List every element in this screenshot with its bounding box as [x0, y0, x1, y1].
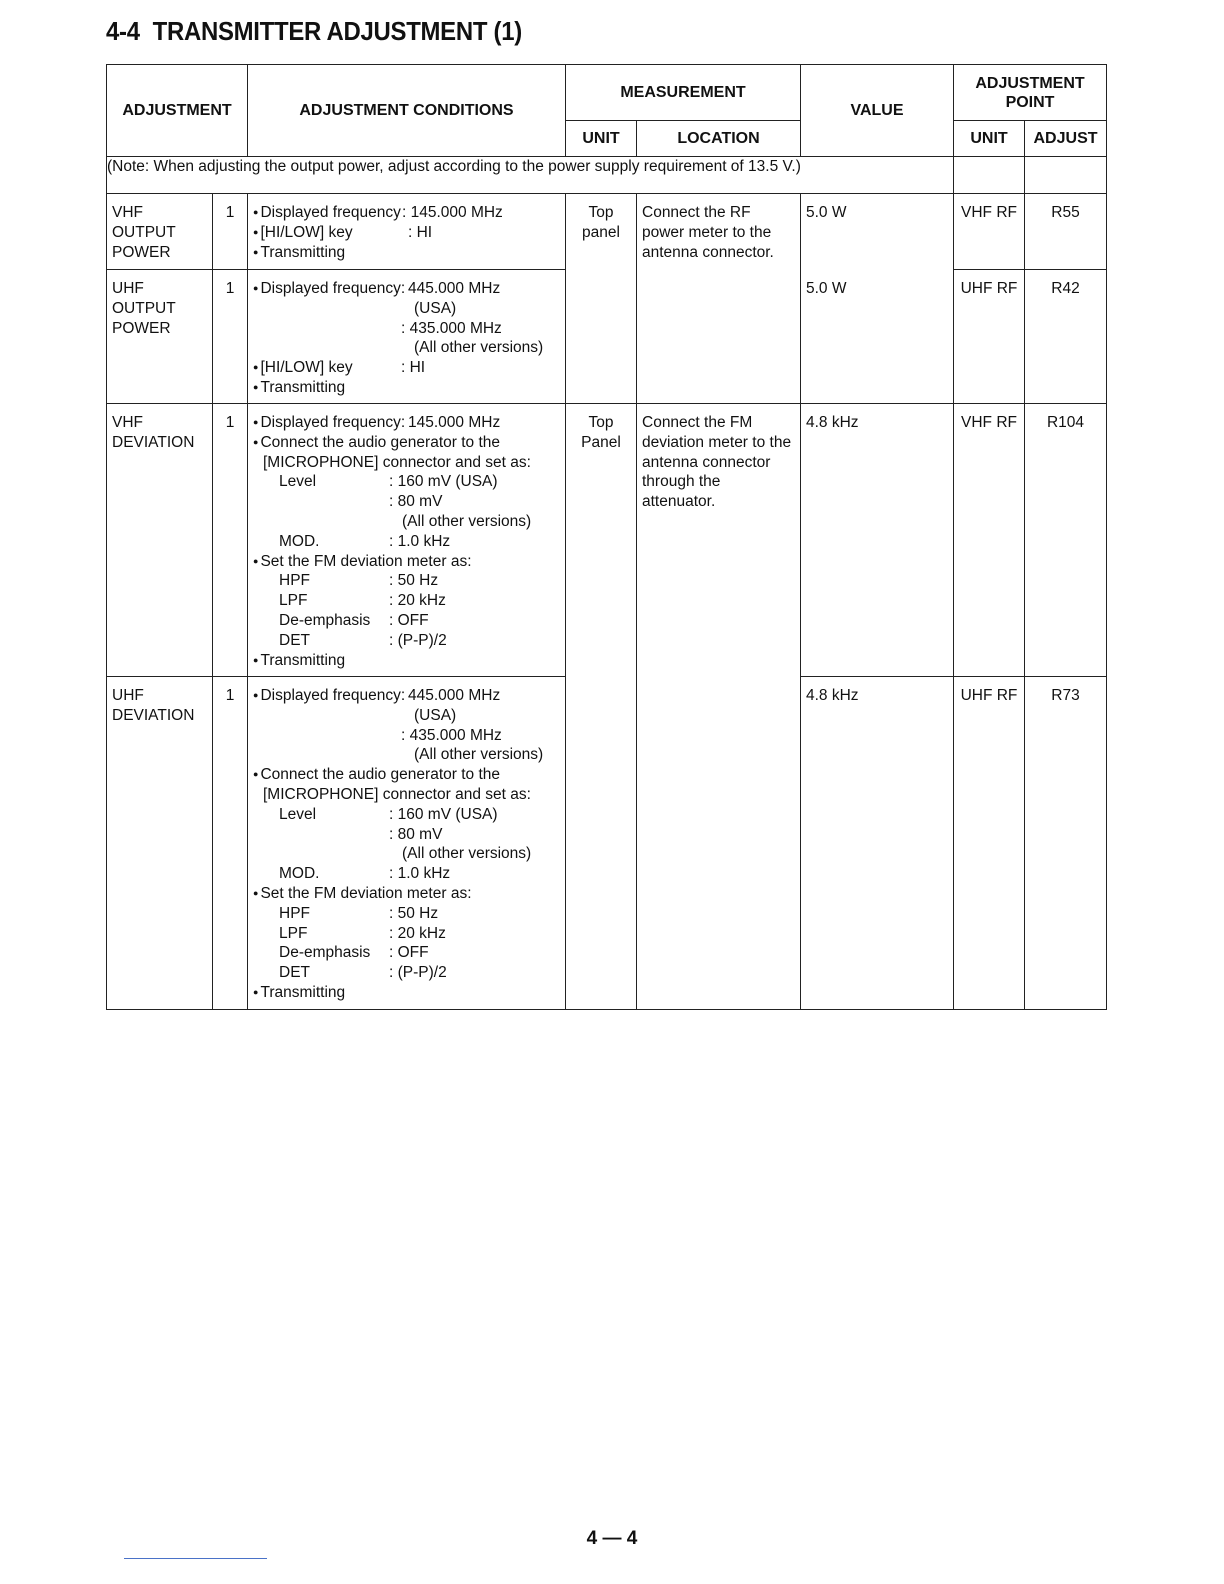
adjustment-table: [106, 64, 1107, 1010]
value: 5.0 W: [806, 279, 847, 297]
header-adjust: ADJUST: [1025, 121, 1107, 157]
header-value: VALUE: [801, 65, 954, 157]
adjustment-name: UHF DEVIATION: [112, 687, 195, 724]
footer-divider: [124, 1558, 267, 1559]
adjustment-conditions: ● Displayed frequency: 145.000 MHz ● Connect the audio generator to the [MICROPHONE] connector and set as: Level : 160 mV (USA) : 80 mV (All other versions) MOD. : 1.0 kHz ● Set the FM deviation meter as: HPF : 50 Hz LPF : 20 kHz De-emphasis : OFF DET : (P-P)/2 ● Transmitting: [248, 404, 565, 674]
value: 4.8 kHz: [806, 414, 859, 431]
header-conditions: ADJUSTMENT CONDITIONS: [248, 65, 566, 157]
note-empty-unit: [954, 157, 1025, 194]
adjustment-name: VHF OUTPUT POWER: [112, 204, 176, 261]
table-row: [107, 404, 1107, 677]
value: 4.8 kHz: [806, 687, 859, 704]
adjustment-point-unit: UHF RF: [960, 687, 1018, 704]
adjustment-conditions: ● Displayed frequency: 445.000 MHz (USA) : 435.000 MHz (All other versions) ● [HI/LOW] key : HI ● Transmitting: [248, 270, 565, 402]
adjustment-point-unit: VHF RF: [961, 414, 1017, 431]
page-title: [106, 16, 522, 47]
header-ap-unit: UNIT: [954, 121, 1025, 157]
header-location: LOCATION: [637, 121, 801, 157]
note-text: (Note: When adjusting the output power, adjust according to the power supply requirement of 13.5 V.): [107, 157, 954, 194]
header-adjustment: ADJUSTMENT: [107, 65, 248, 157]
value: 5.0 W: [806, 204, 847, 221]
adjustment-point-adjust: R55: [1051, 204, 1080, 221]
adjustment-point-adjust: R104: [1046, 414, 1085, 431]
measurement-location: Connect the FM deviation meter to the antenna connector through the attenuator.: [642, 414, 792, 511]
table-row: [107, 194, 1107, 270]
adjustment-point-unit: VHF RF: [961, 204, 1017, 221]
section-title: TRANSMITTER ADJUSTMENT (1): [152, 16, 522, 46]
header-adjustment-point: ADJUSTMENT POINT: [954, 65, 1107, 121]
adjustment-name: VHF DEVIATION: [112, 414, 195, 451]
adjustment-point-adjust: R42: [1051, 280, 1080, 297]
adjustment-point-unit: UHF RF: [960, 280, 1018, 297]
section-number: 4-4: [106, 16, 140, 46]
note-empty-adjust: [1025, 157, 1107, 194]
step-number: 1: [225, 280, 235, 297]
step-number: 1: [225, 204, 235, 221]
adjustment-point-adjust: R73: [1051, 687, 1080, 704]
measurement-unit: Top panel: [582, 204, 620, 241]
adjustment-name: UHF OUTPUT POWER: [112, 280, 176, 337]
header-meas-unit: UNIT: [566, 121, 637, 157]
header-measurement: MEASUREMENT: [566, 65, 801, 121]
step-number: 1: [225, 687, 235, 704]
adjustment-conditions: ● Displayed frequency: 445.000 MHz (USA) : 435.000 MHz (All other versions) ● Connect the audio generator to the [MICROPHONE] connector and set as: Level : 160 mV (USA) : 80 mV (All other versions) MOD. : 1.0 kHz ● Set the FM deviation meter as: HPF : 50 Hz LPF : 20 kHz De-emphasis : OFF DET : (P-P)/2 ● Transmitting: [248, 677, 565, 1007]
measurement-location: Connect the RF power meter to the antenna connector.: [642, 204, 774, 261]
page-number: 4 — 4: [586, 1528, 638, 1549]
step-number: 1: [225, 414, 235, 431]
adjustment-conditions: ● Displayed frequency : 145.000 MHz ● [HI/LOW] key : HI ● Transmitting: [248, 194, 565, 266]
measurement-unit: Top Panel: [581, 414, 621, 451]
